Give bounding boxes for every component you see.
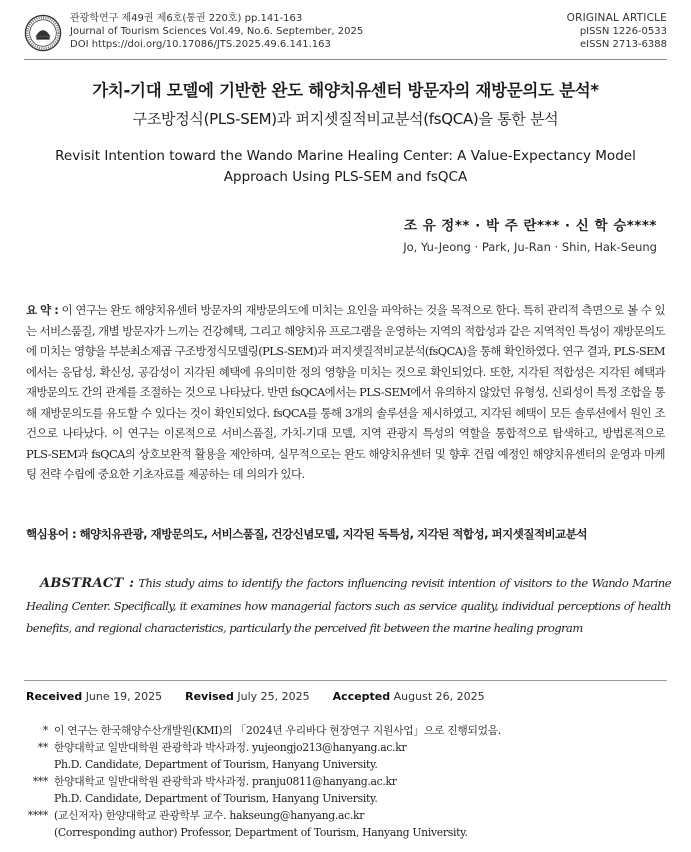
abstract-korean-label: 요 약 : [26, 303, 59, 317]
abstract-english-text: This study aims to identify the factors influencing revisit intention of visitors to the Wando Marine Healing Center. Specifically, it examines how managerial factors such as service quality, individual perceptions of health benefits, and regional characteristics, particularly the perceived fit between the marine healing program [26, 576, 671, 635]
subtitle-korean: 구조방정식(PLS-SEM)과 퍼지셋질적비교분석(fsQCA)을 통한 분석 [132, 110, 559, 128]
abstract-korean-text[interactable]: 이 연구는 완도 해양치유센터 방문자의 재방문의도에 미치는 요인을 파악하는 것을 목적으로 한다. 특히 관리적 측면으로 볼 수 있는 서비스품질, 개별 방문자가 느끼는 건강혜택, 그리고 해양치유 프로그램을 운영하는 지역의 적합성과 같은 지역적인 특성이 재방문의도에 미치는 영향을 부분최소제곱 구조방정식모델링(PLS-SEM)과 퍼지셋질적비교분석(fsQCA)을 통해 확인하였다. 연구 결과, PLS-SEM에서는 응답성, 확신성, 공감성이 지각된 혜택에 유의미한 정의 영향을 미치는 것으로 확인되었다. 또한, 지각된 적합성은 지각된 혜택과 재방문의도 간의 관계를 조절하는 것으로 나타났다. 반면 fsQCA에서는 PLS-SEM에서 유의하지 않았던 유형성, 신뢰성이 특정 조합을 통해 재방문의도를 유도할 수 있다는 것이 확인되었다. fsQCA를 통해 3개의 솔루션을 제시하였고, 지각된 혜택이 모든 솔루션에서 원인 조건으로 나타났다. 이 연구는 이론적으로 서비스품질, 가치-기대 모델, 지역 관광지 특성의 역할을 통합적으로 탐색하고, 방법론적으로 PLS-SEM과 fsQCA의 상호보완적 활용을 제안하며, 실무적으로는 완도 해양치유센터 및 향후 건립 예정인 해양치유센터의 운영과 마케팅 전략 수립에 중요한 기초자료를 제공하는 데 의의가 있다. [26, 303, 665, 481]
footnote [26, 773, 671, 790]
revised-label: Revised [185, 690, 234, 703]
pissn: pISSN 1226-0533 [579, 26, 667, 37]
article-type: ORIGINAL ARTICLE [566, 12, 667, 24]
journal-info [70, 12, 363, 51]
footnote [26, 756, 671, 773]
footnote-text: 한양대학교 일반대학원 관광학과 박사과정. yujeongjo213@hanyang.ac.kr [54, 741, 407, 754]
revised-date: July 25, 2025 [237, 690, 310, 703]
footnote-text: (교신저자) 한양대학교 관광학부 교수. hakseung@hanyang.ac.kr [54, 809, 365, 822]
footnote [26, 722, 671, 739]
abstract-korean [26, 300, 665, 485]
footnote-text: 한양대학교 일반대학원 관광학과 박사과정. pranju0811@hanyang.ac.kr [54, 775, 397, 788]
footnote-mark: **** [27, 809, 48, 822]
keywords-text: 해양치유관광, 재방문의도, 서비스품질, 건강신념모델, 지각된 독특성, 지각된 적합성, 퍼지셋질적비교분석 [79, 527, 587, 541]
authors-english: Jo, Yu-Jeong · Park, Ju-Ran · Shin, Hak-Seung [403, 240, 657, 254]
abstract-english-label: ABSTRACT : [40, 576, 135, 591]
submission-dates [26, 690, 485, 703]
society-seal-icon [24, 14, 62, 52]
doi-link[interactable]: DOI https://doi.org/10.17086/JTS.2025.49.6.141.163 [70, 39, 331, 50]
footnote [26, 807, 671, 824]
footnote-text: 이 연구는 한국해양수산개발원(KMI)의 「2024년 우리바다 현장연구 지원사업」으로 진행되었음. [54, 724, 502, 737]
footnote-text: (Corresponding author) Professor, Department of Tourism, Hanyang University. [54, 826, 468, 839]
authors-korean: 조 유 정** · 박 주 란*** · 신 학 승**** [403, 218, 657, 234]
dates-divider [24, 680, 667, 681]
accepted-label: Accepted [332, 690, 391, 703]
footnote [26, 824, 671, 841]
abstract-english [26, 572, 671, 639]
footnotes [26, 722, 671, 841]
received-label: Received [26, 690, 83, 703]
journal-header [24, 12, 667, 56]
footnote-text: Ph.D. Candidate, Department of Tourism, Hanyang University. [54, 792, 378, 805]
title-english-line2: Approach Using PLS-SEM and fsQCA [223, 169, 468, 185]
received-date: June 19, 2025 [85, 690, 163, 703]
eissn: eISSN 2713-6388 [580, 39, 667, 50]
title-korean: 가치-기대 모델에 기반한 완도 해양치유센터 방문자의 재방문의도 분석* [92, 81, 599, 100]
accepted-date: August 26, 2025 [393, 690, 485, 703]
footnote [26, 790, 671, 807]
footnote-mark: * [42, 724, 48, 737]
title-english [0, 146, 691, 188]
header-divider [24, 59, 667, 60]
title-english-line1: Revisit Intention toward the Wando Marine Healing Center: A Value-Expectancy Model [55, 148, 636, 164]
footnote [26, 739, 671, 756]
issn-info [567, 12, 667, 51]
journal-citation-ko: 관광학연구 제49권 제6호(통권 220호) pp.141-163 [70, 13, 303, 24]
keywords [26, 526, 671, 542]
footnote-mark: ** [37, 741, 48, 754]
footnote-text: Ph.D. Candidate, Department of Tourism, Hanyang University. [54, 758, 378, 771]
journal-citation-en: Journal of Tourism Sciences Vol.49, No.6. September, 2025 [70, 26, 364, 37]
footnote-mark: *** [32, 775, 48, 788]
keywords-label: 핵심용어 : [26, 527, 77, 541]
